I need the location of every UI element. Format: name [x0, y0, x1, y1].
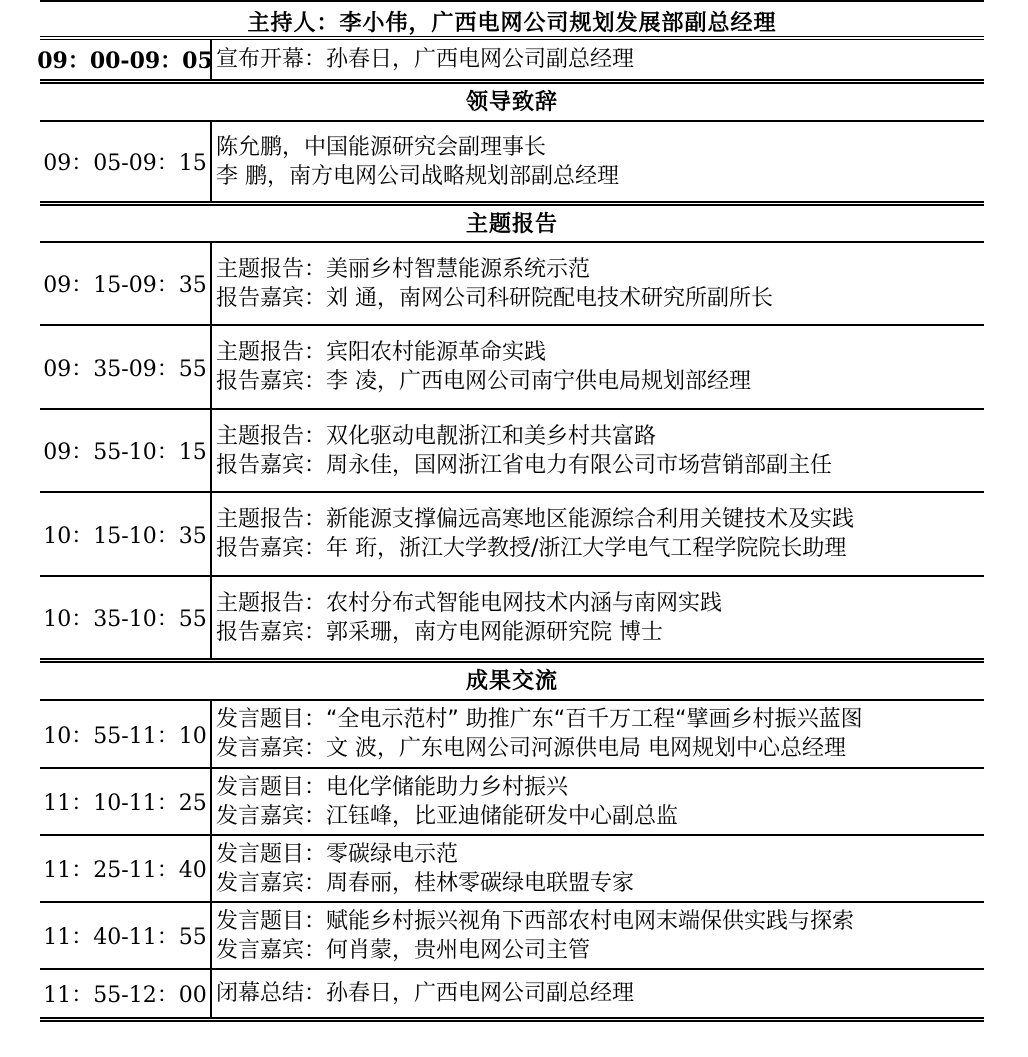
time-cell: 10：55-11：10 [40, 701, 212, 767]
description-cell [212, 970, 984, 1017]
topic-line: 主题报告：美丽乡村智慧能源系统示范 [216, 256, 591, 282]
leader-speech-row [40, 122, 984, 206]
talk-row [40, 836, 984, 903]
speaker-line: 发言嘉宾：何肖蒙，贵州电网公司主管 [216, 937, 591, 963]
description-cell [212, 243, 984, 324]
description-cell [212, 326, 984, 408]
speaker-line: 报告嘉宾：郭采珊，南方电网能源研究院 博士 [216, 619, 663, 645]
description-cell [212, 836, 984, 901]
report-row [40, 410, 984, 493]
speaker-line: 报告嘉宾：周永佳，国网浙江省电力有限公司市场营销部副主任 [216, 452, 833, 478]
topic-line: 主题报告：农村分布式智能电网技术内涵与南网实践 [216, 590, 723, 616]
report-row [40, 493, 984, 577]
speaker-line: 发言嘉宾：文 波，广东电网公司河源供电局 电网规划中心总经理 [216, 736, 846, 761]
topic-line: 发言题目：零碳绿电示范 [216, 841, 459, 867]
time-cell: 09：05-09：15 [40, 122, 212, 201]
description-cell [212, 122, 984, 201]
host-header: 主持人：李小伟，广西电网公司规划发展部副总经理 [40, 0, 984, 40]
opening-row [37, 40, 984, 84]
description-cell [212, 410, 984, 491]
time-cell: 11：25-11：40 [40, 836, 212, 901]
description-line: 闭幕总结：孙春日，广西电网公司副总经理 [216, 981, 635, 1006]
section-header-results: 成果交流 [40, 663, 984, 701]
description-line: 宣布开幕：孙春日，广西电网公司副总经理 [216, 47, 635, 72]
report-row [40, 326, 984, 410]
speaker-line: 报告嘉宾：刘 通，南网公司科研院配电技术研究所副所长 [216, 285, 773, 311]
time-cell: 11：55-12：00 [40, 970, 212, 1017]
speaker-line: 报告嘉宾：年 珩，浙江大学教授/浙江大学电气工程学院院长助理 [216, 536, 847, 561]
time-cell: 09：15-09：35 [40, 243, 212, 324]
talk-row [40, 701, 984, 769]
topic-line: 发言题目：电化学储能助力乡村振兴 [216, 774, 569, 800]
description-cell [212, 769, 984, 834]
description-cell [212, 493, 984, 575]
time-cell: 09：00-09：05 [40, 40, 212, 79]
description-cell [212, 40, 984, 79]
section-header-leaders: 领导致辞 [40, 84, 984, 122]
description-line: 李 鹏，南方电网公司战略规划部副总经理 [216, 163, 619, 189]
speaker-line: 报告嘉宾：李 凌，广西电网公司南宁供电局规划部经理 [216, 369, 751, 394]
time-cell: 11：10-11：25 [40, 769, 212, 834]
topic-line: 发言题目：“全电示范村” 助推广东“百千万工程“擘画乡村振兴蓝图 [216, 707, 863, 732]
speaker-line: 发言嘉宾：江钰峰，比亚迪储能研发中心副总监 [216, 803, 679, 829]
report-row [40, 577, 984, 663]
talk-row [40, 769, 984, 836]
topic-line: 主题报告：宾阳农村能源革命实践 [216, 340, 547, 365]
speaker-line: 发言嘉宾：周春丽，桂林零碳绿电联盟专家 [216, 870, 635, 896]
talk-row [40, 903, 984, 970]
time-cell: 09：55-10：15 [40, 410, 212, 491]
topic-line: 主题报告：双化驱动电靓浙江和美乡村共富路 [216, 423, 657, 449]
time-cell: 10：15-10：35 [40, 493, 212, 575]
section-header-reports: 主题报告 [40, 206, 984, 243]
time-cell: 11：40-11：55 [40, 903, 212, 968]
closing-row [40, 970, 984, 1022]
description-line: 陈允鹏，中国能源研究会副理事长 [216, 134, 547, 160]
topic-line: 发言题目：赋能乡村振兴视角下西部农村电网末端保供实践与探索 [216, 908, 855, 934]
description-cell [212, 577, 984, 658]
report-row [40, 243, 984, 326]
time-cell: 10：35-10：55 [40, 577, 212, 658]
topic-line: 主题报告：新能源支撑偏远高寒地区能源综合利用关键技术及实践 [216, 507, 855, 532]
time-cell: 09：35-09：55 [40, 326, 212, 408]
agenda-table [37, 0, 984, 1022]
description-cell [212, 903, 984, 968]
description-cell [212, 701, 984, 767]
